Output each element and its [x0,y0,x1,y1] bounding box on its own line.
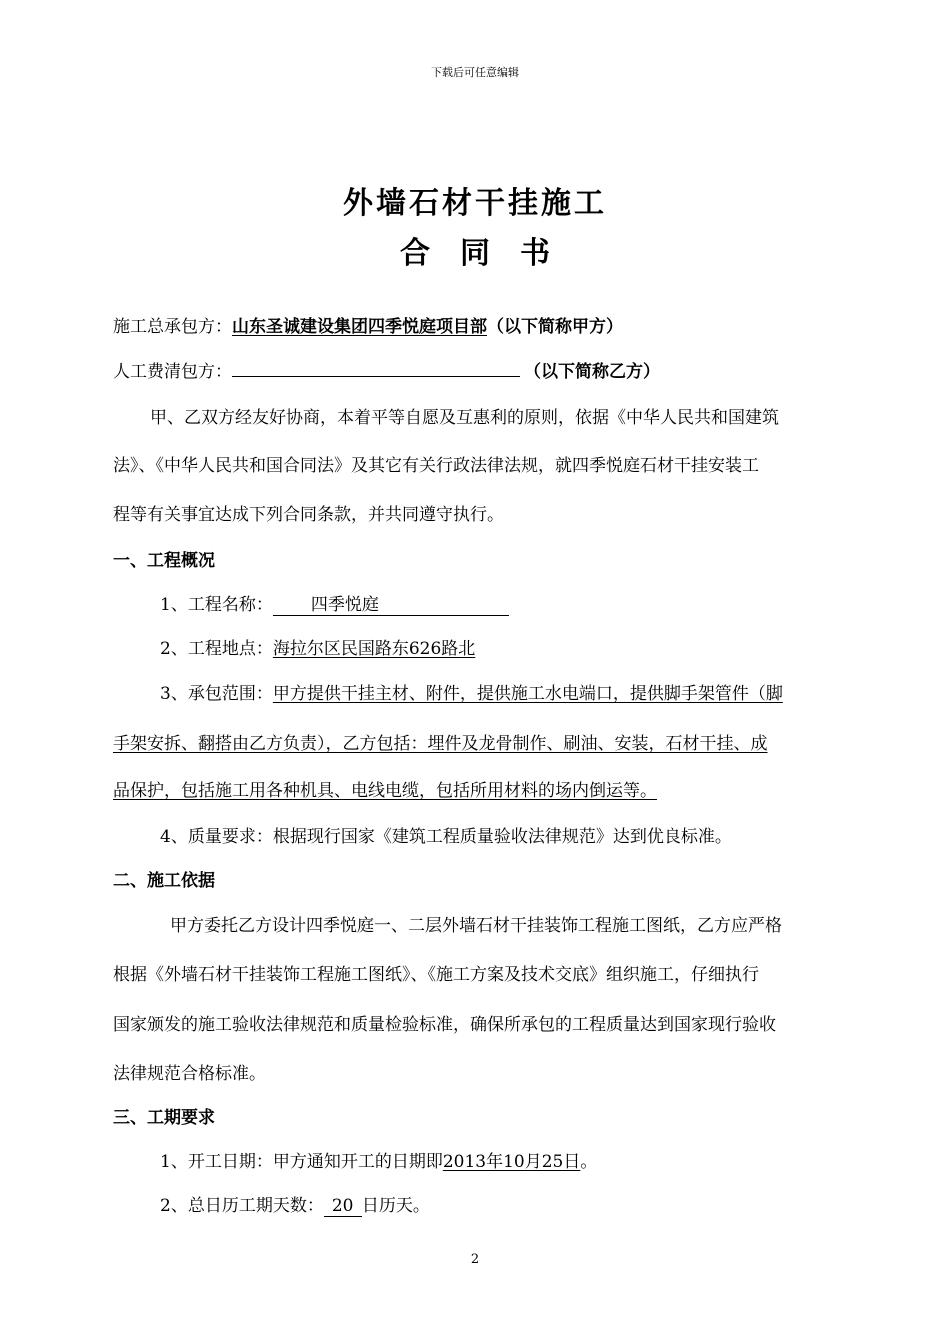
party-b-blank-field[interactable] [232,362,520,377]
project-name-value: 四季悦庭 [273,590,509,616]
intro-line-2: 法》、《中华人民共和国合同法》及其它有关行政法律法规，就四季悦庭石材干挂安装工 [113,456,759,476]
scope-text-2: 手架安拆、翻搭由乙方负责），乙方包括：埋件及龙骨制作、刷油、安装，石材干挂、成 [113,734,768,754]
document-subtitle: 合同书 [400,236,580,271]
quality-requirement: 4、质量要求：根据现行国家《建筑工程质量验收法律规范》达到优良标准。 [160,827,732,847]
party-a-line [113,312,623,337]
intro-line-3: 程等有关事宜达成下列合同条款，并共同遵守执行。 [113,505,504,525]
party-a-name: 山东圣诚建设集团四季悦庭项目部 [232,317,487,337]
duration-end: 日历天。 [361,1196,430,1216]
basis-line-3: 国家颁发的施工验收法律规范和质量检验标准，确保所承包的工程质量达到国家现行验收 [113,1015,776,1035]
project-location-line [160,634,475,659]
page-number: 2 [470,1252,480,1267]
basis-line-4: 法律规范合格标准。 [113,1064,266,1084]
start-date-value: 2013年10月25日 [442,1152,581,1172]
page-header: 下载后可任意编辑 [431,66,519,79]
project-location-value: 海拉尔区民国路东626路北 [272,639,476,659]
party-a-label: 施工总承包方： [113,317,232,337]
scope-label: 3、承包范围： [160,684,273,704]
project-location-label: 2、工程地点： [160,639,273,659]
start-date-end: 。 [580,1152,598,1172]
party-b-line [113,357,660,382]
duration-value: 20 [324,1196,362,1217]
section-3-title: 三、工期要求 [113,1108,215,1128]
scope-text-1: 甲方提供干挂主材、附件，提供施工水电端口，提供脚手架管件（脚 [272,684,783,704]
basis-line-1: 甲方委托乙方设计四季悦庭一、二层外墙石材干挂装饰工程施工图纸，乙方应严格 [170,916,782,936]
section-2-title: 二、施工依据 [113,871,215,891]
scope-text-3: 品保护，包括施工用各种机具、电线电缆，包括所用材料的场内倒运等。 [113,781,657,801]
party-b-label: 人工费清包方： [113,362,232,382]
scope-line-1 [160,679,783,704]
party-a-suffix: （以下简称甲方） [487,317,623,337]
start-date-label: 1、开工日期：甲方通知开工的日期即 [160,1152,443,1172]
project-name-line [160,590,509,616]
project-name-label: 1、工程名称： [160,595,273,615]
party-b-suffix: （以下简称乙方） [524,362,660,382]
intro-line-1: 甲、乙双方经友好协商，本着平等自愿及互惠利的原则，依据《中华人民共和国建筑 [150,408,779,428]
basis-line-2: 根据《外墙石材干挂装饰工程施工图纸》、《施工方案及技术交底》组织施工，仔细执行 [113,965,759,985]
duration-line [160,1191,430,1217]
start-date-line [160,1147,597,1172]
document-title: 外墙石材干挂施工 [343,186,607,221]
duration-label: 2、总日历工期天数： [160,1196,324,1216]
section-1-title: 一、工程概况 [113,551,215,571]
